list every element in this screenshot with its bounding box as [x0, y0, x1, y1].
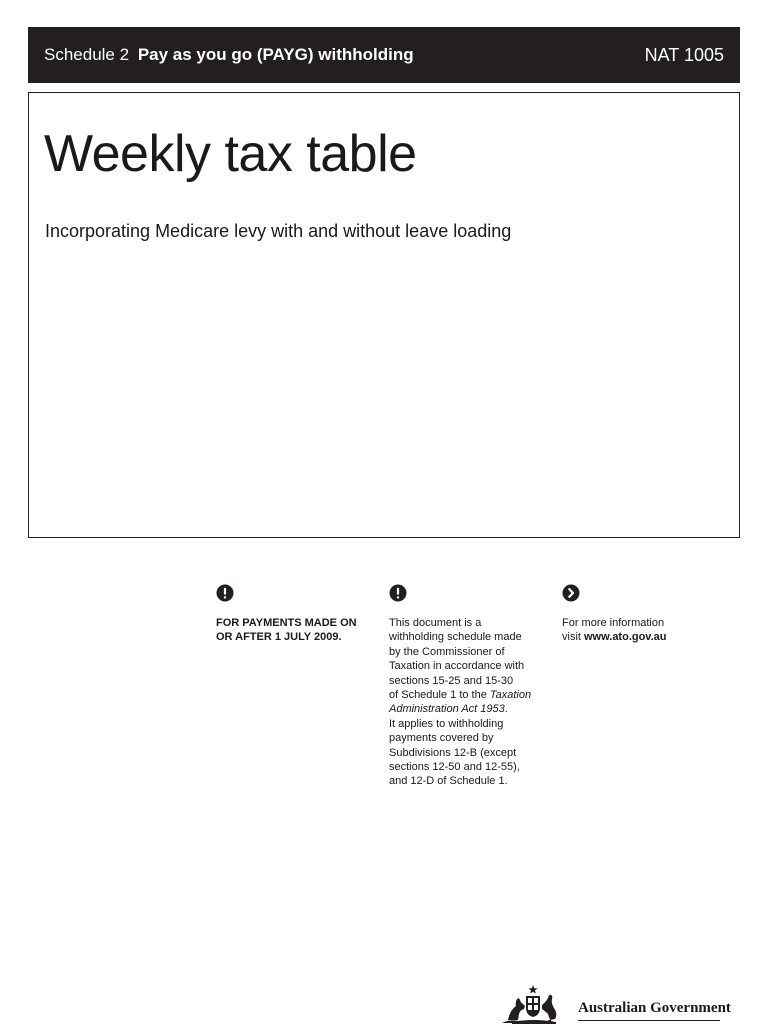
payment-date-line-2: OR AFTER 1 JULY 2009. [216, 631, 342, 644]
logo-underline [578, 1020, 720, 1021]
more-info-line [562, 630, 724, 644]
logo-text: Australian Government [578, 1000, 731, 1016]
visit-label: visit [562, 631, 584, 644]
page-subtitle: Incorporating Medicare levy with and without leave loading [45, 221, 512, 241]
act-name-part-1: Taxation [489, 689, 532, 702]
cover-box [28, 92, 740, 538]
chevron-right-icon [562, 584, 580, 602]
notice-line: This document is a [389, 617, 482, 629]
info-column-payment-date [216, 584, 378, 645]
ato-website-link[interactable]: www.ato.gov.au [584, 631, 667, 644]
australian-government-logo [498, 984, 731, 1024]
header-left [44, 44, 414, 66]
act-ref-suffix: . [504, 703, 508, 716]
legal-notice-text [389, 616, 551, 789]
notice-line: withholding schedule made [389, 631, 522, 644]
header-title: Pay as you go (PAYG) withholding [137, 45, 414, 64]
notice-line: payments covered by [389, 732, 494, 745]
info-column-more-info [562, 584, 724, 645]
more-info-line: For more information [562, 617, 665, 629]
payment-date-line-1: FOR PAYMENTS MADE ON [216, 617, 357, 629]
notice-line: sections 12-50 and 12-55), [389, 761, 520, 774]
act-name-part-2: Administration Act 1953 [389, 703, 505, 716]
header-bar [28, 27, 740, 83]
notice-line: Subdivisions 12-B (except [389, 746, 517, 759]
schedule-label: Schedule 2 [44, 45, 130, 64]
notice-line: Taxation in accordance with [389, 660, 525, 673]
nat-number: NAT 1005 [644, 45, 724, 65]
exclamation-icon [389, 584, 407, 602]
exclamation-icon [216, 584, 234, 602]
act-ref-prefix: of Schedule 1 to the [389, 689, 490, 702]
page-title: Weekly tax table [44, 125, 417, 183]
notice-line: It applies to withholding [389, 717, 504, 730]
notice-line [389, 702, 551, 716]
notice-line: by the Commissioner of [389, 645, 505, 658]
notice-line: and 12-D of Schedule 1. [389, 775, 508, 788]
info-column-legal-notice [389, 584, 551, 789]
coat-of-arms-icon [498, 984, 568, 1024]
notice-line [389, 688, 551, 702]
notice-line: sections 15-25 and 15-30 [389, 674, 514, 687]
